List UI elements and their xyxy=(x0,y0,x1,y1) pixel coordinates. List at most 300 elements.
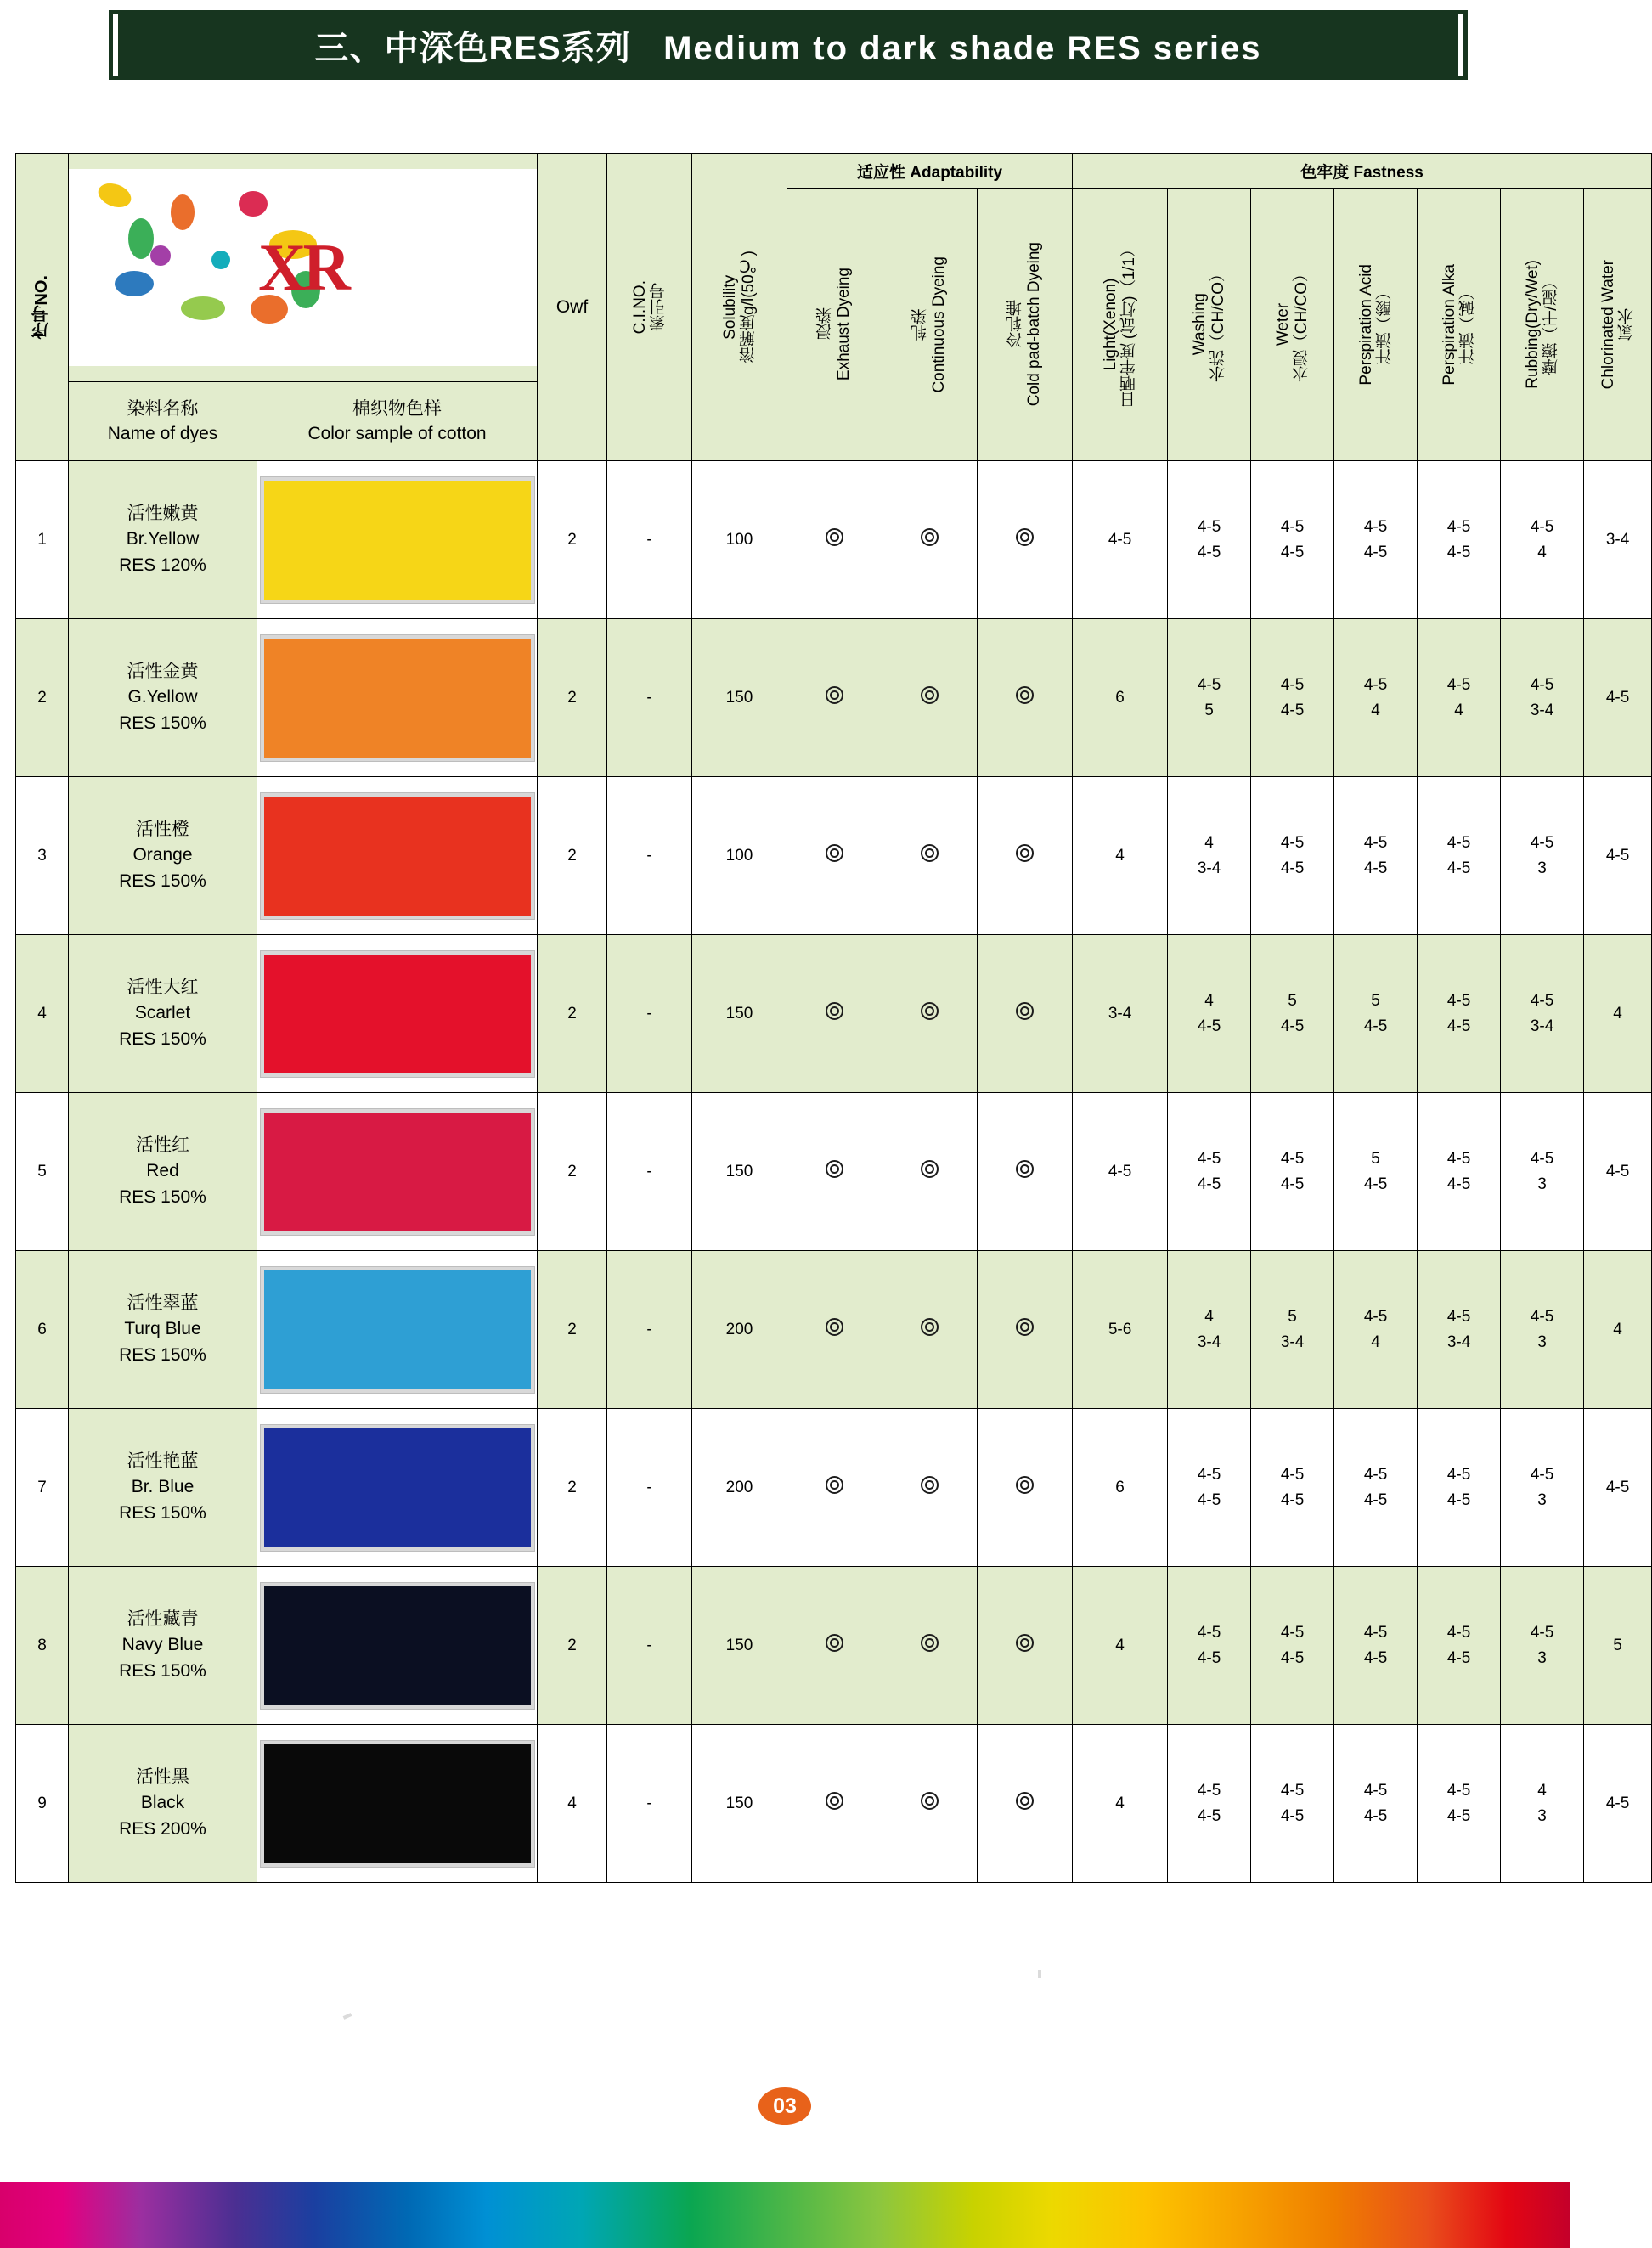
dye-name-cn: 活性艳蓝 xyxy=(127,1451,199,1471)
fastness-value-top: 4-5 xyxy=(1530,1624,1554,1642)
cell-coldpad-dyeing xyxy=(978,461,1073,619)
cell-color-sample xyxy=(257,777,538,935)
cell-fastness xyxy=(1501,935,1584,1093)
logo-image xyxy=(69,169,537,366)
header-coldpad-label: 冷轧堆 Cold pad-batch Dyeing xyxy=(1006,242,1043,407)
dye-specification-table xyxy=(15,153,1652,1883)
check-mark-icon xyxy=(921,1002,939,1020)
fastness-value-top: 4-5 xyxy=(1197,1466,1221,1485)
fastness-value-bottom: 5 xyxy=(1204,701,1214,719)
cell-dye-name xyxy=(69,1409,257,1567)
fastness-value-top: 4-5 xyxy=(1363,1308,1388,1327)
fastness-value-top: 4-5 xyxy=(1446,1308,1471,1327)
cell-fastness xyxy=(1251,777,1334,935)
dye-name-code: RES 150% xyxy=(119,1660,206,1681)
fastness-value-top: 4-5 xyxy=(1363,1466,1388,1485)
fastness-value-top: 4-5 xyxy=(1530,1466,1554,1485)
check-mark-icon xyxy=(921,1318,939,1336)
fastness-value-top: 4 xyxy=(1204,834,1214,853)
cell-owf: 2 xyxy=(538,777,607,935)
fastness-value-top: 4-5 xyxy=(1197,1782,1221,1800)
cell-ci-no: - xyxy=(607,1409,692,1567)
fastness-value-bottom: 4-5 xyxy=(1280,1806,1305,1825)
color-swatch xyxy=(261,1741,534,1867)
dye-name-code: RES 150% xyxy=(119,1502,206,1523)
cell-fastness xyxy=(1501,1725,1584,1883)
cell-color-sample xyxy=(257,935,538,1093)
check-mark-icon xyxy=(1016,686,1034,704)
fastness-value-bottom: 4-5 xyxy=(1280,543,1305,561)
banner-title-cn: 三、中深色RES系列 xyxy=(314,29,631,67)
banner-title-en: Medium to dark shade RES series xyxy=(663,29,1262,67)
check-mark-icon xyxy=(826,686,843,704)
header-cell-sample xyxy=(257,382,538,461)
fastness-value-top: 4-5 xyxy=(1530,992,1554,1011)
dye-name-code: RES 150% xyxy=(119,1186,206,1207)
fastness-value-top: 5 xyxy=(1288,992,1297,1011)
cell-row-number: 9 xyxy=(16,1725,69,1883)
header-cell-light xyxy=(1073,189,1168,461)
cell-coldpad-dyeing xyxy=(978,1567,1073,1725)
cell-fastness xyxy=(1251,1093,1334,1251)
header-cell-continuous xyxy=(882,189,978,461)
fastness-value-bottom: 3-4 xyxy=(1446,1332,1471,1351)
bottom-color-spectrum-bar xyxy=(0,2182,1570,2248)
cell-color-sample xyxy=(257,1093,538,1251)
fastness-value-bottom: 4-5 xyxy=(1280,1017,1305,1035)
cell-continuous-dyeing xyxy=(882,619,978,777)
fastness-value-top: 4-5 xyxy=(1530,834,1554,853)
fastness-value-top: 4-5 xyxy=(1446,1782,1471,1800)
fastness-value-top: 4-5 xyxy=(1280,834,1305,853)
check-mark-icon xyxy=(1016,528,1034,546)
cell-ci-no: - xyxy=(607,1251,692,1409)
cell-fastness xyxy=(1501,461,1584,619)
color-swatch xyxy=(261,1583,534,1709)
cell-color-sample xyxy=(257,1251,538,1409)
brand-logo-cell xyxy=(69,154,538,382)
fastness-value-bottom: 4-5 xyxy=(1363,1806,1388,1825)
cell-dye-name xyxy=(69,1567,257,1725)
fastness-value-top: 4-5 xyxy=(1280,676,1305,695)
cell-continuous-dyeing xyxy=(882,1725,978,1883)
fastness-value-top: 5 xyxy=(1288,1308,1297,1327)
cell-fastness xyxy=(1501,1567,1584,1725)
cell-fastness xyxy=(1251,1409,1334,1567)
cell-fastness xyxy=(1501,1409,1584,1567)
fastness-value-bottom: 3 xyxy=(1537,1175,1547,1193)
cell-fastness xyxy=(1334,777,1418,935)
cell-continuous-dyeing xyxy=(882,935,978,1093)
cell-fastness xyxy=(1168,461,1251,619)
cell-light-fastness: 4-5 xyxy=(1073,461,1168,619)
cell-light-fastness: 6 xyxy=(1073,619,1168,777)
cell-light-fastness: 4-5 xyxy=(1073,1093,1168,1251)
fastness-value-bottom: 4-5 xyxy=(1446,1490,1471,1509)
dye-name-code: RES 150% xyxy=(119,870,206,891)
fastness-value-bottom: 4-5 xyxy=(1197,1806,1221,1825)
cell-light-fastness: 6 xyxy=(1073,1409,1168,1567)
fastness-value-top: 4 xyxy=(1537,1782,1547,1800)
cell-chlorinated-water: 4-5 xyxy=(1584,619,1652,777)
fastness-value-top: 4-5 xyxy=(1280,1782,1305,1800)
cell-chlorinated-water: 5 xyxy=(1584,1567,1652,1725)
color-swatch xyxy=(261,1425,534,1551)
cell-light-fastness: 3-4 xyxy=(1073,935,1168,1093)
fastness-value-bottom: 4-5 xyxy=(1280,701,1305,719)
fastness-value-top: 4-5 xyxy=(1530,1308,1554,1327)
cell-row-number: 1 xyxy=(16,461,69,619)
fastness-value-bottom: 4-5 xyxy=(1363,1490,1388,1509)
fastness-value-bottom: 4-5 xyxy=(1197,1017,1221,1035)
cell-owf: 2 xyxy=(538,1251,607,1409)
color-swatch xyxy=(261,793,534,919)
fastness-value-bottom: 4-5 xyxy=(1446,1806,1471,1825)
cell-light-fastness: 4 xyxy=(1073,1567,1168,1725)
cell-exhaust-dyeing xyxy=(787,935,882,1093)
check-mark-icon xyxy=(826,528,843,546)
cell-coldpad-dyeing xyxy=(978,1409,1073,1567)
header-solubility-label: Solubility 溶解度g/l(50℃) xyxy=(720,251,758,363)
cell-fastness xyxy=(1168,1409,1251,1567)
dye-name-cn: 活性藏青 xyxy=(127,1609,199,1629)
fastness-value-bottom: 4-5 xyxy=(1446,1017,1471,1035)
cell-continuous-dyeing xyxy=(882,1567,978,1725)
cell-dye-name xyxy=(69,1725,257,1883)
fastness-value-top: 4-5 xyxy=(1280,1466,1305,1485)
header-cell-exhaust xyxy=(787,189,882,461)
cell-row-number: 6 xyxy=(16,1251,69,1409)
cell-color-sample xyxy=(257,461,538,619)
fastness-value-top: 5 xyxy=(1371,992,1380,1011)
page-header-banner xyxy=(109,10,1468,80)
fastness-value-top: 4-5 xyxy=(1197,1624,1221,1642)
color-swatch xyxy=(261,1267,534,1393)
header-rubbing-label: Rubbing(Dry/Wet) 摩擦（干/湿） xyxy=(1523,260,1560,389)
header-cell-persp-acid xyxy=(1334,189,1418,461)
fastness-value-bottom: 3 xyxy=(1537,1490,1547,1509)
fastness-value-bottom: 4-5 xyxy=(1446,859,1471,877)
table-row xyxy=(16,1725,1652,1883)
color-swatch xyxy=(261,635,534,761)
cell-exhaust-dyeing xyxy=(787,1725,882,1883)
fastness-value-bottom: 3 xyxy=(1537,1332,1547,1351)
header-exhaust-label: 浸染 Exhaust Dyeing xyxy=(815,268,853,381)
cell-solubility: 150 xyxy=(692,619,787,777)
fastness-value-top: 4-5 xyxy=(1530,518,1554,537)
fastness-value-bottom: 4-5 xyxy=(1280,1175,1305,1193)
header-name-en: Name of dyes xyxy=(107,424,218,443)
cell-continuous-dyeing xyxy=(882,777,978,935)
dye-name-cn: 活性红 xyxy=(136,1135,189,1155)
color-swatch xyxy=(261,951,534,1077)
cell-fastness xyxy=(1251,461,1334,619)
cell-fastness xyxy=(1501,777,1584,935)
cell-fastness xyxy=(1418,1725,1501,1883)
dye-name-cn: 活性嫩黄 xyxy=(127,503,199,523)
fastness-value-top: 4-5 xyxy=(1530,1150,1554,1169)
cell-continuous-dyeing xyxy=(882,461,978,619)
dye-name-code: RES 150% xyxy=(119,1344,206,1365)
cell-dye-name xyxy=(69,619,257,777)
table-row xyxy=(16,1567,1652,1725)
cell-color-sample xyxy=(257,1725,538,1883)
cell-row-number: 3 xyxy=(16,777,69,935)
fastness-value-top: 4-5 xyxy=(1446,992,1471,1011)
header-cell-chlorinated xyxy=(1584,189,1652,461)
cell-dye-name xyxy=(69,1251,257,1409)
cell-owf: 2 xyxy=(538,461,607,619)
cell-fastness xyxy=(1251,935,1334,1093)
fastness-value-top: 4-5 xyxy=(1446,1466,1471,1485)
check-mark-icon xyxy=(826,1792,843,1810)
cell-fastness xyxy=(1334,935,1418,1093)
dye-name-code: RES 150% xyxy=(119,1028,206,1049)
cell-light-fastness: 4 xyxy=(1073,1725,1168,1883)
header-washing-label: Washing 水洗（CH/CO） xyxy=(1190,266,1227,383)
cell-fastness xyxy=(1334,1567,1418,1725)
fastness-value-bottom: 3-4 xyxy=(1197,1332,1221,1351)
dye-name-cn: 活性翠蓝 xyxy=(127,1293,199,1313)
header-cell-ci-no xyxy=(607,154,692,461)
fastness-value-bottom: 4-5 xyxy=(1363,1648,1388,1667)
fastness-value-bottom: 4-5 xyxy=(1363,859,1388,877)
fastness-value-bottom: 4-5 xyxy=(1446,1648,1471,1667)
cell-exhaust-dyeing xyxy=(787,1251,882,1409)
fastness-value-top: 4-5 xyxy=(1363,1624,1388,1642)
cell-light-fastness: 5-6 xyxy=(1073,1251,1168,1409)
cell-continuous-dyeing xyxy=(882,1409,978,1567)
cell-coldpad-dyeing xyxy=(978,1725,1073,1883)
cell-coldpad-dyeing xyxy=(978,1093,1073,1251)
cell-owf: 2 xyxy=(538,935,607,1093)
fastness-value-bottom: 4-5 xyxy=(1280,1490,1305,1509)
cell-owf: 2 xyxy=(538,1093,607,1251)
cell-dye-name xyxy=(69,1093,257,1251)
cell-ci-no: - xyxy=(607,619,692,777)
check-mark-icon xyxy=(921,528,939,546)
header-chlorinated-label: Chlorinated Water 氯水 xyxy=(1598,259,1636,390)
header-cell-water xyxy=(1251,189,1334,461)
header-cell-persp-alka xyxy=(1418,189,1501,461)
fastness-value-bottom: 3-4 xyxy=(1197,859,1221,877)
cell-fastness xyxy=(1334,1093,1418,1251)
banner-inner-frame xyxy=(113,14,1463,76)
cell-fastness xyxy=(1168,1725,1251,1883)
header-group-fastness: 色牢度 Fastness xyxy=(1073,154,1652,189)
check-mark-icon xyxy=(826,1002,843,1020)
fastness-value-top: 4-5 xyxy=(1363,834,1388,853)
check-mark-icon xyxy=(1016,1476,1034,1494)
cell-solubility: 100 xyxy=(692,777,787,935)
cell-chlorinated-water: 4 xyxy=(1584,1251,1652,1409)
header-light-label: Light(Xenon) 日晒牢度 (氙灯)（1/1） xyxy=(1101,240,1138,408)
cell-coldpad-dyeing xyxy=(978,1251,1073,1409)
table-row xyxy=(16,1251,1652,1409)
cell-chlorinated-water: 4-5 xyxy=(1584,1093,1652,1251)
fastness-value-top: 4-5 xyxy=(1446,1150,1471,1169)
header-cell-name xyxy=(69,382,257,461)
header-persp-acid-label: Perspiration Acid 汗渍（酸） xyxy=(1356,263,1394,386)
cell-solubility: 150 xyxy=(692,1567,787,1725)
fastness-value-bottom: 4-5 xyxy=(1363,1017,1388,1035)
page-speckle xyxy=(1038,1970,1041,1978)
cell-fastness xyxy=(1334,1251,1418,1409)
header-no-label: 序号NO. xyxy=(32,274,51,340)
fastness-value-bottom: 4-5 xyxy=(1363,1175,1388,1193)
cell-ci-no: - xyxy=(607,1567,692,1725)
table-row xyxy=(16,1409,1652,1567)
dye-name-cn: 活性黑 xyxy=(136,1766,189,1787)
header-ci-no-label: C.I.NO. 索引号 xyxy=(630,279,668,335)
fastness-value-top: 4-5 xyxy=(1280,1150,1305,1169)
dye-name-code: RES 120% xyxy=(119,555,206,575)
check-mark-icon xyxy=(921,1476,939,1494)
check-mark-icon xyxy=(921,1634,939,1652)
fastness-value-top: 4 xyxy=(1204,1308,1214,1327)
header-cell-owf xyxy=(538,154,607,461)
header-persp-alka-label: Perspiration Alka 汗渍（碱） xyxy=(1440,263,1477,386)
cell-continuous-dyeing xyxy=(882,1251,978,1409)
fastness-value-bottom: 4-5 xyxy=(1197,1648,1221,1667)
cell-exhaust-dyeing xyxy=(787,777,882,935)
header-cell-coldpad xyxy=(978,189,1073,461)
cell-exhaust-dyeing xyxy=(787,1409,882,1567)
dye-name-cn: 活性橙 xyxy=(136,819,189,839)
cell-dye-name xyxy=(69,777,257,935)
cell-fastness xyxy=(1168,1251,1251,1409)
dye-name-cn: 活性金黄 xyxy=(127,661,199,681)
cell-ci-no: - xyxy=(607,1093,692,1251)
fastness-value-top: 5 xyxy=(1371,1150,1380,1169)
check-mark-icon xyxy=(921,1160,939,1178)
cell-fastness xyxy=(1334,619,1418,777)
dye-rows-body xyxy=(16,461,1652,1883)
cell-row-number: 7 xyxy=(16,1409,69,1567)
cell-ci-no: - xyxy=(607,461,692,619)
check-mark-icon xyxy=(921,1792,939,1810)
dye-name-en: Black xyxy=(140,1793,185,1813)
check-mark-icon xyxy=(826,1476,843,1494)
cell-fastness xyxy=(1251,1567,1334,1725)
cell-exhaust-dyeing xyxy=(787,461,882,619)
cell-fastness xyxy=(1168,619,1251,777)
check-mark-icon xyxy=(1016,1634,1034,1652)
fastness-value-top: 4-5 xyxy=(1446,518,1471,537)
header-group-adaptability: 适应性 Adaptability xyxy=(787,154,1073,189)
cell-dye-name xyxy=(69,935,257,1093)
cell-fastness xyxy=(1334,1409,1418,1567)
fastness-value-bottom: 3 xyxy=(1537,1648,1547,1667)
logo-mark-text: XR xyxy=(258,230,347,304)
cell-fastness xyxy=(1501,619,1584,777)
cell-fastness xyxy=(1418,1567,1501,1725)
dye-name-en: Br.Yellow xyxy=(126,529,200,549)
dye-name-en: G.Yellow xyxy=(127,687,198,707)
fastness-value-bottom: 3-4 xyxy=(1280,1332,1305,1351)
fastness-value-bottom: 4-5 xyxy=(1197,1490,1221,1509)
cell-solubility: 150 xyxy=(692,1725,787,1883)
fastness-value-bottom: 4-5 xyxy=(1446,1175,1471,1193)
table-row xyxy=(16,777,1652,935)
fastness-value-top: 4-5 xyxy=(1280,518,1305,537)
cell-fastness xyxy=(1418,935,1501,1093)
header-owf-label: Owf xyxy=(555,296,589,317)
cell-color-sample xyxy=(257,1567,538,1725)
fastness-value-bottom: 4-5 xyxy=(1446,543,1471,561)
check-mark-icon xyxy=(826,1318,843,1336)
header-continuous-label: 轧染 Continuous Dyeing xyxy=(911,256,948,393)
cell-color-sample xyxy=(257,619,538,777)
check-mark-icon xyxy=(1016,1160,1034,1178)
check-mark-icon xyxy=(826,1634,843,1652)
check-mark-icon xyxy=(1016,1318,1034,1336)
fastness-value-bottom: 4 xyxy=(1371,1332,1380,1351)
cell-owf: 2 xyxy=(538,619,607,777)
cell-owf: 2 xyxy=(538,1409,607,1567)
cell-light-fastness: 4 xyxy=(1073,777,1168,935)
fastness-value-bottom: 4-5 xyxy=(1280,1648,1305,1667)
table-row xyxy=(16,935,1652,1093)
cell-fastness xyxy=(1418,1251,1501,1409)
header-cell-washing xyxy=(1168,189,1251,461)
dye-name-en: Orange xyxy=(132,845,193,865)
cell-fastness xyxy=(1418,619,1501,777)
dye-name-en: Red xyxy=(146,1161,179,1181)
fastness-value-bottom: 3-4 xyxy=(1530,1017,1554,1035)
cell-fastness xyxy=(1251,619,1334,777)
fastness-value-bottom: 3 xyxy=(1537,1806,1547,1825)
fastness-value-top: 4-5 xyxy=(1197,518,1221,537)
fastness-value-top: 4 xyxy=(1204,992,1214,1011)
page-number-badge: 03 xyxy=(758,2087,811,2125)
cell-solubility: 100 xyxy=(692,461,787,619)
table-row xyxy=(16,1093,1652,1251)
cell-coldpad-dyeing xyxy=(978,619,1073,777)
header-water-label: Weter 水浸（CH/CO） xyxy=(1273,266,1311,383)
cell-fastness xyxy=(1418,777,1501,935)
cell-ci-no: - xyxy=(607,777,692,935)
color-swatch xyxy=(261,1109,534,1235)
fastness-value-top: 4-5 xyxy=(1446,834,1471,853)
cell-continuous-dyeing xyxy=(882,1093,978,1251)
fastness-value-top: 4-5 xyxy=(1446,1624,1471,1642)
cell-row-number: 4 xyxy=(16,935,69,1093)
fastness-value-bottom: 3 xyxy=(1537,859,1547,877)
fastness-value-bottom: 4-5 xyxy=(1363,543,1388,561)
check-mark-icon xyxy=(921,844,939,862)
cell-ci-no: - xyxy=(607,935,692,1093)
cell-exhaust-dyeing xyxy=(787,1567,882,1725)
cell-row-number: 2 xyxy=(16,619,69,777)
dye-name-code: RES 200% xyxy=(119,1818,206,1839)
fastness-value-top: 4-5 xyxy=(1363,676,1388,695)
cell-fastness xyxy=(1251,1725,1334,1883)
cell-row-number: 5 xyxy=(16,1093,69,1251)
header-name-cn: 染料名称 xyxy=(127,398,199,419)
fastness-value-bottom: 3-4 xyxy=(1530,701,1554,719)
cell-solubility: 200 xyxy=(692,1409,787,1567)
cell-fastness xyxy=(1168,1567,1251,1725)
check-mark-icon xyxy=(1016,1002,1034,1020)
cell-row-number: 8 xyxy=(16,1567,69,1725)
header-cell-no xyxy=(16,154,69,461)
fastness-value-bottom: 4 xyxy=(1454,701,1463,719)
cell-color-sample xyxy=(257,1409,538,1567)
dye-name-en: Br. Blue xyxy=(131,1477,195,1497)
fastness-value-bottom: 4-5 xyxy=(1280,859,1305,877)
table-row xyxy=(16,461,1652,619)
